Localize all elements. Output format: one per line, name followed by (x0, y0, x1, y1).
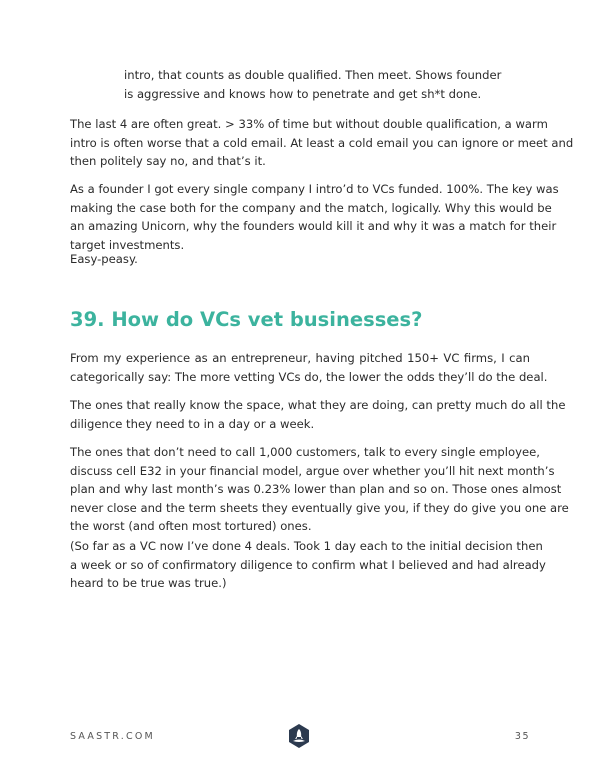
text-line: The ones that really know the space, what they are doing, can pretty much do all the (70, 398, 566, 412)
section-para-4 (70, 537, 546, 593)
para-2 (70, 115, 574, 171)
para-4 (70, 250, 530, 269)
text-line: making the case both for the company and the match, logically. Why this would be (70, 200, 552, 215)
text-line: heard to be true was true.) (70, 576, 227, 590)
text-line: intro, that counts as double qualified. Then meet. Shows founder (124, 68, 502, 82)
text-line: then politely say no, and that’s it. (70, 154, 266, 168)
text-line: Easy-peasy. (70, 252, 138, 266)
section-para-2 (70, 396, 566, 433)
text-line: The last 4 are often great. > 33% of time but without double qualification, a warm (70, 117, 548, 131)
rocket-hexagon-icon (288, 723, 310, 749)
page-number: 35 (514, 731, 530, 742)
para-3 (70, 180, 559, 254)
text-line: (So far as a VC now I’ve done 4 deals. Took 1 day each to the initial decision then (70, 539, 543, 553)
section-heading: 39. How do VCs vet businesses? (70, 308, 423, 331)
text-line: target investments. (70, 237, 185, 252)
text-line: diligence they need to in a day or a week. (70, 416, 315, 431)
text-line: categorically say: The more vetting VCs do, the lower the odds they’ll do the deal. (70, 369, 548, 384)
text-line: The ones that don’t need to call 1,000 customers, talk to every single employee, (70, 445, 540, 459)
para-1 (124, 66, 502, 103)
text-line: From my experience as an entrepreneur, having pitched 150+ VC firms, I can (70, 351, 530, 365)
section-para-1 (70, 349, 548, 386)
text-line: an amazing Unicorn, why the founders would kill it and why it was a match for their (70, 219, 557, 233)
text-line: As a founder I got every single company I intro’d to VCs funded. 100%. The key was (70, 182, 559, 196)
text-line: the worst (and often most tortured) ones. (70, 519, 312, 533)
text-line: discuss cell E32 in your financial model, argue over whether you’ll hit next month’s (70, 463, 555, 478)
footer-site: SAASTR.COM (70, 731, 155, 742)
section-para-3 (70, 443, 569, 536)
text-line: a week or so of confirmatory diligence to confirm what I believed and had already (70, 557, 546, 572)
text-line: never close and the term sheets they eventually give you, if they do give you one are (70, 500, 569, 515)
text-line: is aggressive and knows how to penetrate and get sh*t done. (124, 86, 482, 101)
text-line: intro is often worse that a cold email. At least a cold email you can ignore or meet and (70, 135, 574, 150)
text-line: plan and why last month’s was 0.23% lower than plan and so on. Those ones almost (70, 482, 562, 496)
